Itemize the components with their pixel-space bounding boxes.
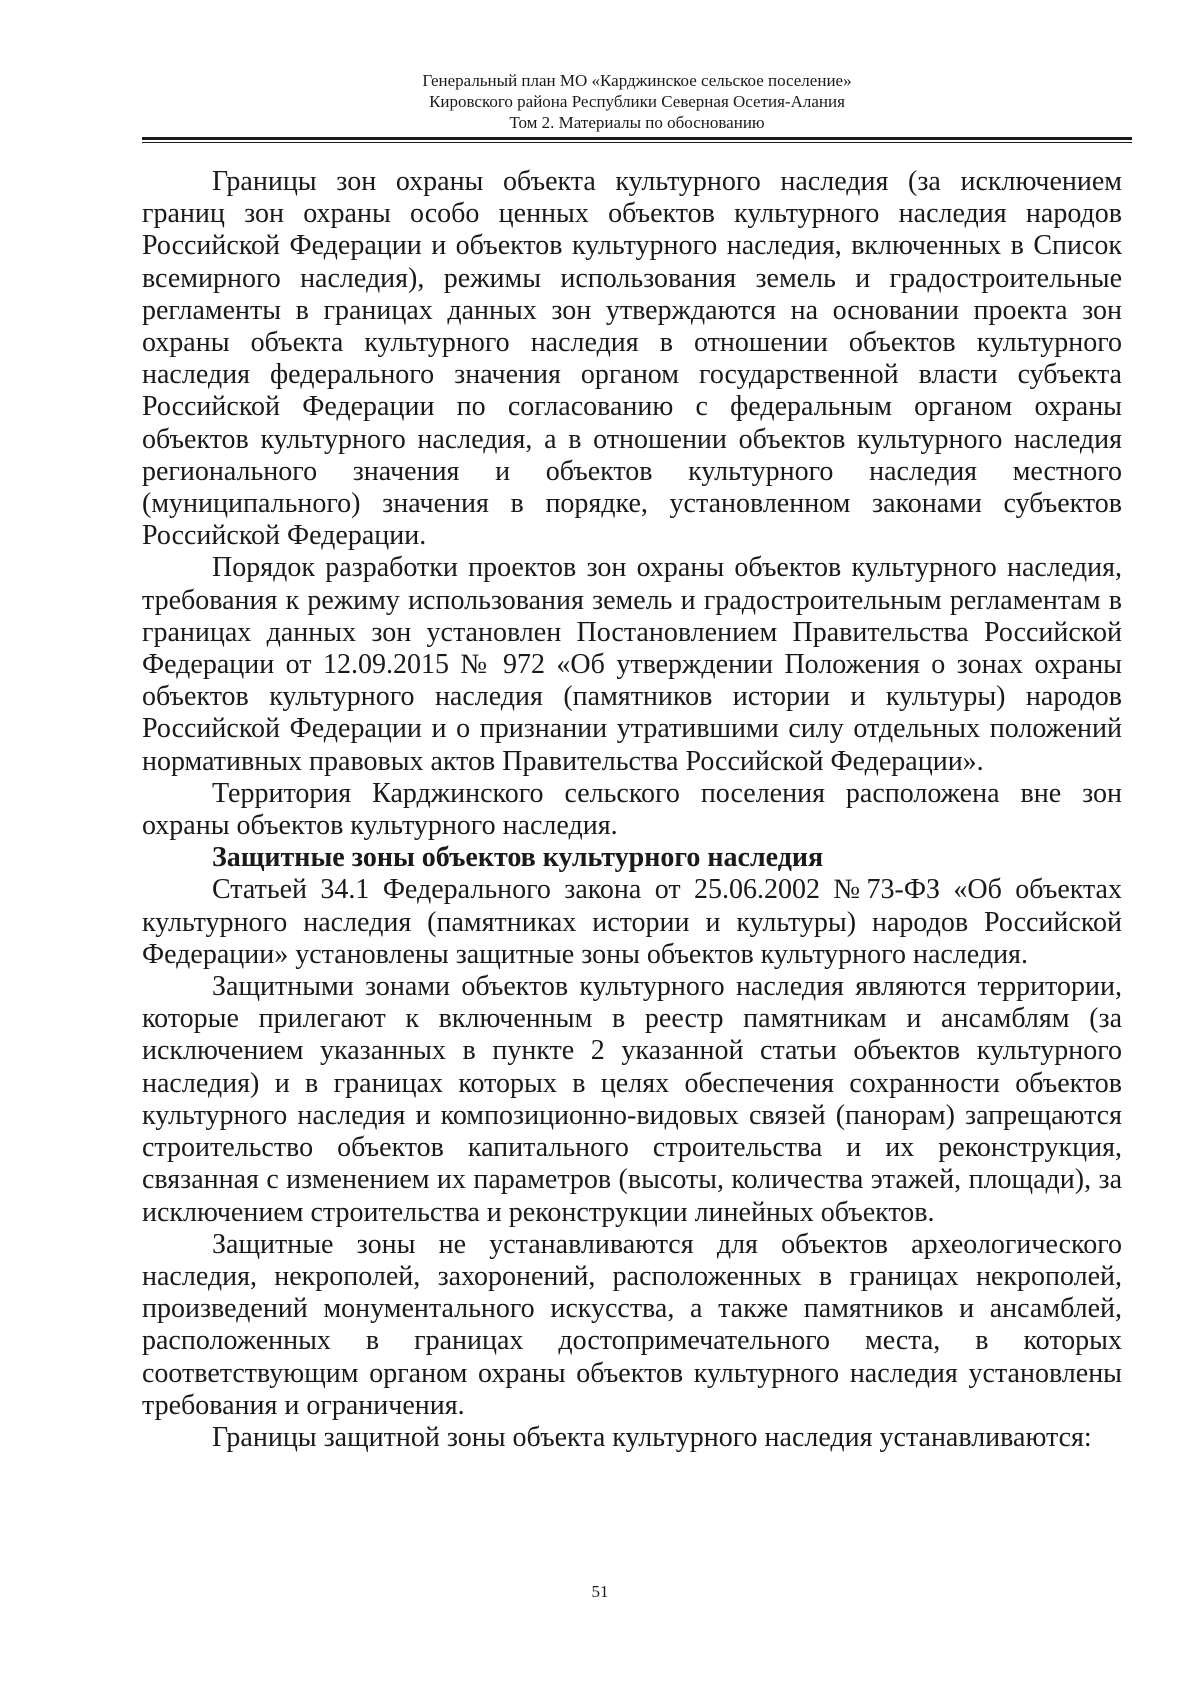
paragraph-2: Порядок разработки проектов зон охраны объектов культурного наследия, требования к режиму использования земель и градостроительным регламентам в границах данных зон установлен Постановлением Правительства Российской Федерации от 12.09.2015 № 972 «Об утверждении Положения о зонах охраны объектов культурного наследия (памятников истории и культуры) народов Российской Федерации и о признании утратившими силу отдельных положений нормативных правовых актов Правительства Российской Федерации». — [142, 552, 1122, 777]
header-rule-thin — [142, 142, 1132, 143]
page-number: 51 — [591, 1582, 609, 1601]
paragraph-6: Защитные зоны не устанавливаются для объектов археологического наследия, некрополей, захоронений, расположенных в границах некрополей, произведений монументального искусства, а также памятников и ансамблей, расположенных в границах достопримечательного места, в которых соответствующим органом охраны объектов культурного наследия установлены требования и ограничения. — [142, 1228, 1122, 1421]
paragraph-5: Защитными зонами объектов культурного наследия являются территории, которые прилегают к включенным в реестр памятникам и ансамблям (за исключением указанных в пункте 2 указанной статьи объектов культурного наследия) и в границах которых в целях обеспечения сохранности объектов культурного наследия и композиционно-видовых связей (панорам) запрещаются строительство объектов капитального строительства и их реконструкция, связанная с изменением их параметров (высоты, количества этажей, площади), за исключением строительства и реконструкции линейных объектов. — [142, 971, 1122, 1228]
paragraph-1: Границы зон охраны объекта культурного наследия (за исключением границ зон охраны особо ценных объектов культурного наследия народов Российской Федерации и объектов культурного наследия, включенных в Список всемирного наследия), режимы использования земель и градостроительные регламенты в границах данных зон утверждаются на основании проекта зон охраны объекта культурного наследия в отношении объектов культурного наследия федерального значения органом государственной власти субъекта Российской Федерации по согласованию с федеральным органом охраны объектов культурного наследия, а в отношении объектов культурного наследия регионального значения и объектов культурного наследия местного (муниципального) значения в порядке, установленном законами субъектов Российской Федерации. — [142, 166, 1122, 552]
header-line-1: Генеральный план МО «Карджинское сельское поселение» — [422, 71, 852, 90]
section-heading: Защитные зоны объектов культурного наследия — [212, 842, 824, 874]
paragraph-3: Территория Карджинского сельского поселения расположена вне зон охраны объектов культурного наследия. — [142, 777, 1122, 842]
header-line-2: Кировского района Республики Северная Осетия-Алания — [429, 92, 845, 111]
document-body — [142, 166, 1122, 1454]
paragraph-7: Границы защитной зоны объекта культурного наследия устанавливаются: — [212, 1421, 1092, 1453]
paragraph-4: Статьей 34.1 Федерального закона от 25.06.2002 №73-ФЗ «Об объектах культурного наследия (памятниках истории и культуры) народов Российской Федерации» установлены защитные зоны объектов культурного наследия. — [142, 874, 1122, 970]
page-header — [142, 70, 1132, 133]
header-line-3: Том 2. Материалы по обоснованию — [509, 113, 765, 132]
header-rule-thick — [142, 137, 1132, 140]
